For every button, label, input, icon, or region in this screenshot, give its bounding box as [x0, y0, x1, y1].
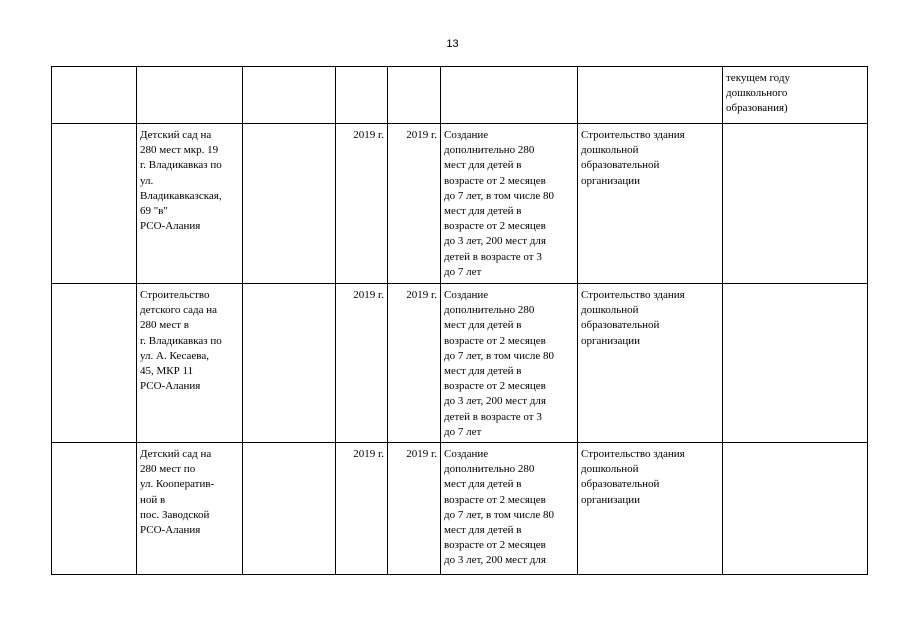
table-cell: [723, 124, 868, 284]
document-table: [51, 66, 868, 575]
table-cell: [243, 284, 336, 443]
table-row-continuation: [52, 67, 868, 124]
table-cell: [578, 67, 723, 124]
cell-year-start: 2019 г.: [336, 284, 388, 443]
cell-object: Детский сад на 280 мест по ул. Кооператив- ной в пос. Заводской РСО-Алания: [137, 443, 243, 575]
cell-activity: Строительство здания дошкольной образовательной организации: [578, 124, 723, 284]
table-cell: [388, 67, 441, 124]
cell-result: Создание дополнительно 280 мест для детей в возрасте от 2 месяцев до 7 лет, в том числе 80 мест для детей в возрасте от 2 месяцев до 3 лет, 200 мест для: [441, 443, 578, 575]
table-cell: [243, 67, 336, 124]
table-cell: [52, 284, 137, 443]
cell-year-end: 2019 г.: [388, 443, 441, 575]
cell-year-start: 2019 г.: [336, 124, 388, 284]
table-cell: [137, 67, 243, 124]
table-cell: [243, 443, 336, 575]
cell-object: Детский сад на 280 мест мкр. 19 г. Владикавказ по ул. Владикавказская, 69 "в" РСО-Алания: [137, 124, 243, 284]
cell-year-end: 2019 г.: [388, 284, 441, 443]
table-cell: [52, 443, 137, 575]
table-cell: [52, 67, 137, 124]
table-cell: [52, 124, 137, 284]
page-number: 13: [446, 38, 459, 50]
table-cell: [441, 67, 578, 124]
cell-activity: Строительство здания дошкольной образовательной организации: [578, 284, 723, 443]
cell-object: Строительство детского сада на 280 мест в г. Владикавказ по ул. А. Кесаева, 45, МКР 11 РСО-Алания: [137, 284, 243, 443]
table-row: [52, 124, 868, 284]
cell-year-end: 2019 г.: [388, 124, 441, 284]
table-cell: [243, 124, 336, 284]
cell-activity: Строительство здания дошкольной образовательной организации: [578, 443, 723, 575]
table-cell: [336, 67, 388, 124]
table-cell: [723, 443, 868, 575]
cell-year-start: 2019 г.: [336, 443, 388, 575]
cell-result: Создание дополнительно 280 мест для детей в возрасте от 2 месяцев до 7 лет, в том числе 80 мест для детей в возрасте от 2 месяцев до 3 лет, 200 мест для детей в возрасте от 3 до 7 лет: [441, 284, 578, 443]
cell-result: Создание дополнительно 280 мест для детей в возрасте от 2 месяцев до 7 лет, в том числе 80 мест для детей в возрасте от 2 месяцев до 3 лет, 200 мест для детей в возрасте от 3 до 7 лет: [441, 124, 578, 284]
table-cell: [723, 284, 868, 443]
table-row: [52, 284, 868, 443]
table-cell-note: текущем году дошкольного образования): [723, 67, 868, 124]
table-row: [52, 443, 868, 575]
